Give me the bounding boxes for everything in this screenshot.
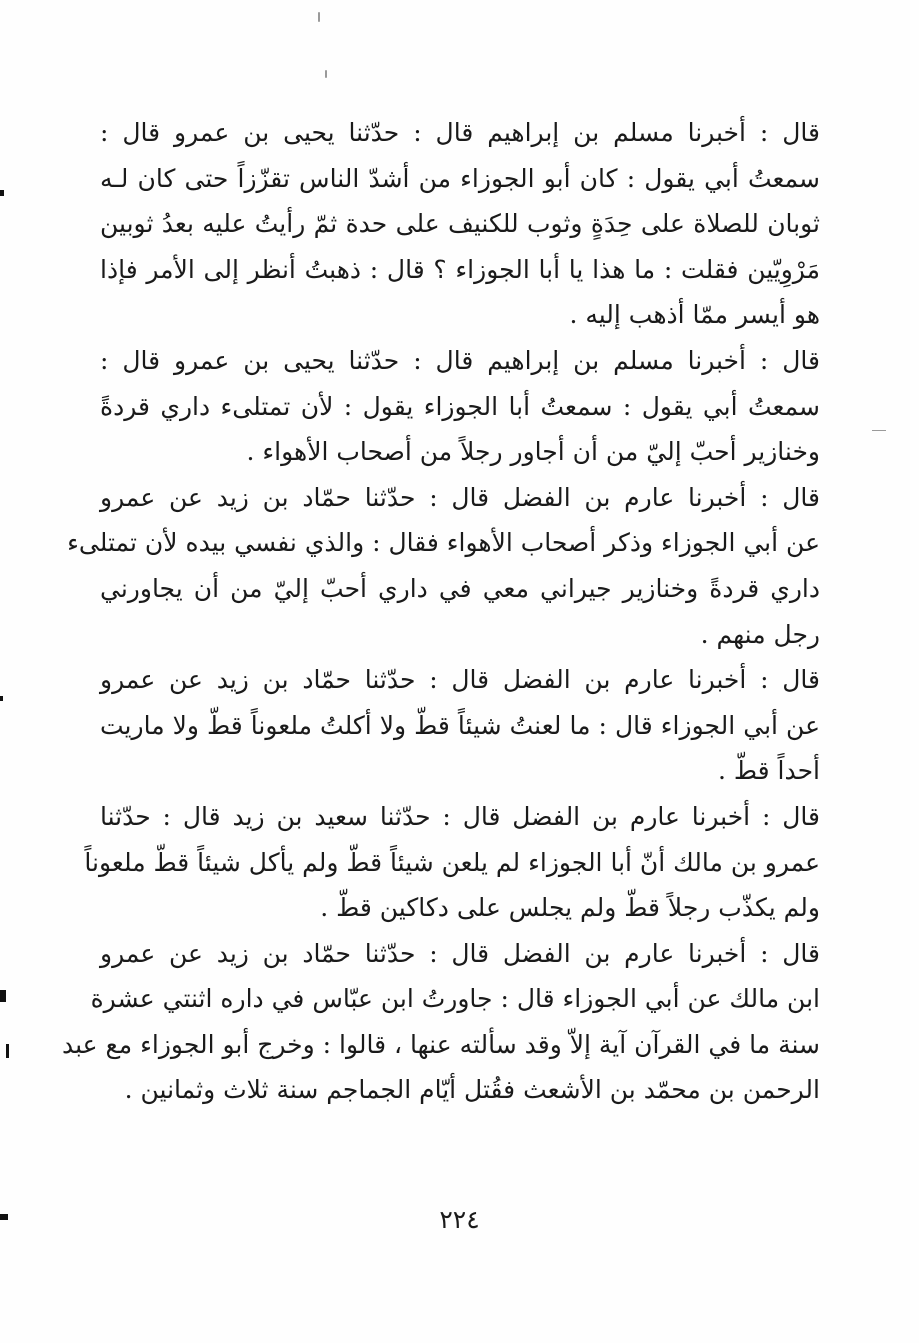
paragraph (84, 794, 820, 931)
text-line: قال : أخبرنا مسلم بن إبراهيم قال : حدّثنا يحيى بن عمرو قال : (100, 118, 820, 147)
scan-mark (0, 190, 4, 196)
text-line: عن أبي الجوزاء وذكر أصحاب الأهواء فقال : والذي نفسي بيده لأن تمتلىء (67, 528, 820, 558)
page-number: ٢٢٤ (439, 1205, 480, 1234)
text-line: هو أيسر ممّا أذهب إليه . (569, 300, 820, 330)
text-line: قال : أخبرنا مسلم بن إبراهيم قال : حدّثنا يحيى بن عمرو قال : (100, 345, 820, 375)
scan-mark (0, 990, 6, 1002)
text-line: سمعتُ أبي يقول : كان أبو الجوزاء من أشدّ الناس تقزّزاً حتى كان لـه (100, 163, 820, 193)
text-line: عمرو بن مالك أنّ أبا الجوزاء لم يلعن شيئاً قطّ ولم يأكل شيئاً قطّ ملعوناً (84, 847, 820, 877)
text-line: قال : أخبرنا عارم بن الفضل قال : حدّثنا حمّاد بن زيد عن عمرو (100, 665, 820, 695)
text-line: ابن مالك عن أبي الجوزاء قال : جاورتُ ابن عبّاس في داره اثنتي عشرة (90, 984, 820, 1014)
text-line: سنة ما في القرآن آية إلاّ وقد سألته عنها ، قالوا : وخرج أبو الجوزاء مع عبد (61, 1029, 820, 1059)
text-line: عن أبي الجوزاء قال : ما لعنتُ شيئاً قطّ ولا أكلتُ ملعوناً قطّ ولا ماريت (100, 710, 820, 740)
text-line: قال : أخبرنا عارم بن الفضل قال : حدّثنا حمّاد بن زيد عن عمرو (100, 482, 820, 512)
scan-speck (318, 12, 320, 22)
text-line: داري قردةً وخنازير جيراني معي في داري أحبّ إليّ من أن يجاورني (100, 573, 820, 603)
text-line: قال : أخبرنا عارم بن الفضل قال : حدّثنا سعيد بن زيد قال : حدّثنا (100, 801, 820, 831)
scan-speck (325, 70, 327, 78)
text-line: ثوبان للصلاة على حِدَةٍ وثوب للكنيف على حدة ثمّ رأيتُ عليه بعدُ ثوبين (100, 209, 820, 239)
text-line: أحداً قطّ . (718, 756, 820, 786)
scan-speck (872, 430, 886, 431)
paragraph (67, 475, 820, 657)
paragraph (100, 110, 820, 338)
paragraph (61, 931, 820, 1113)
paragraph (100, 657, 820, 794)
text-line: وخنازير أحبّ إليّ من أن أجاور رجلاً من أصحاب الأهواء . (246, 437, 820, 467)
text-line: رجل منهم . (700, 619, 820, 649)
text-line: سمعتُ أبي يقول : سمعتُ أبا الجوزاء يقول : لأن تمتلىء داري قردةً (100, 391, 820, 421)
text-line: الرحمن بن محمّد بن الأشعث فقُتل أيّام الجماجم سنة ثلاث وثمانين . (124, 1075, 820, 1105)
body-text (61, 110, 820, 1113)
text-line: مَرْوِيّين فقلت : ما هذا يا أبا الجوزاء ؟ قال : ذهبتُ أنظر إلى الأمر فإذا (100, 254, 820, 284)
paragraph (100, 338, 820, 475)
text-line: قال : أخبرنا عارم بن الفضل قال : حدّثنا حمّاد بن زيد عن عمرو (100, 938, 820, 968)
scan-mark (6, 1044, 9, 1058)
text-line: ولم يكذّب رجلاً قطّ ولم يجلس على دكاكين قطّ . (320, 893, 820, 923)
scan-mark (0, 696, 3, 701)
